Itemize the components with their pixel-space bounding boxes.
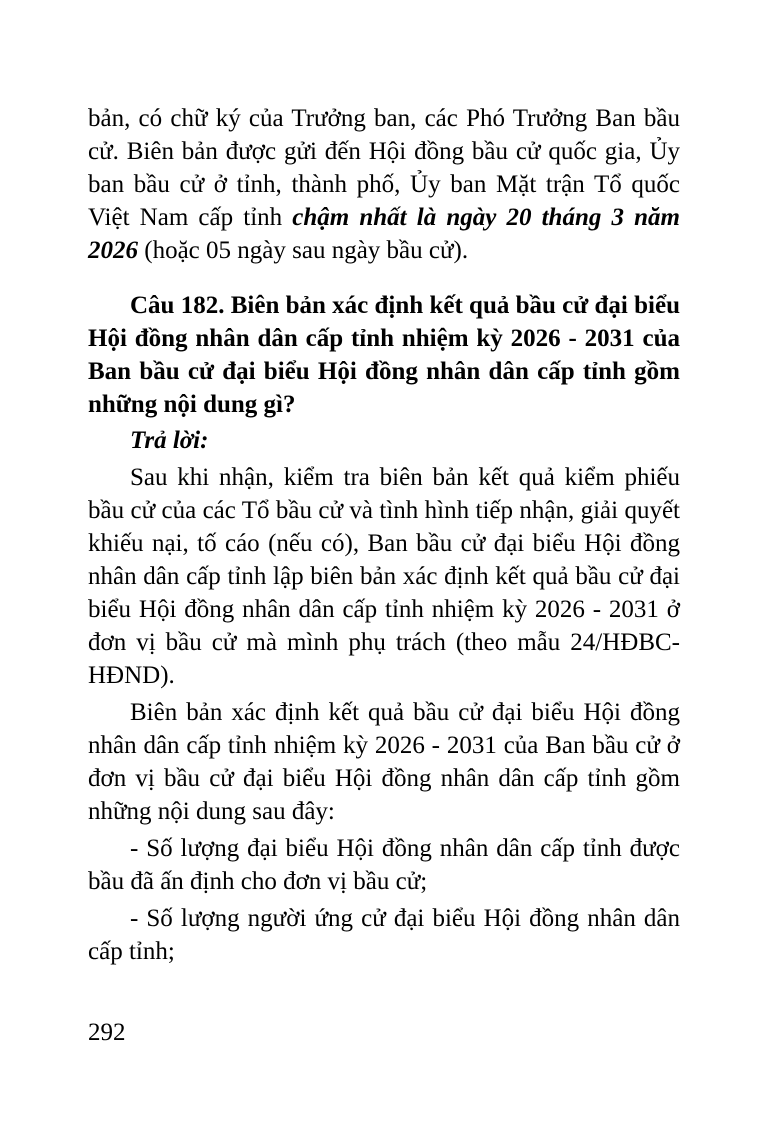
bullet-item-1: - Số lượng đại biểu Hội đồng nhân dân cấp tỉnh được bầu đã ấn định cho đơn vị bầu cử; xyxy=(88,835,680,895)
answer-paragraph-2: Biên bản xác định kết quả bầu cử đại biểu Hội đồng nhân dân cấp tỉnh nhiệm kỳ 2026 - 2031 của Ban bầu cử ở đơn vị bầu cử đại biểu Hội đồng nhân dân cấp tỉnh gồm những nội dung sau đây: xyxy=(88,699,680,825)
page-number: 292 xyxy=(88,1019,126,1046)
page-body xyxy=(88,102,680,968)
paragraph-text-tail: (hoặc 05 ngày sau ngày bầu cử). xyxy=(144,237,469,264)
answer-paragraph-1: Sau khi nhận, kiểm tra biên bản kết quả kiểm phiếu bầu cử của các Tổ bầu cử và tình hình tiếp nhận, giải quyết khiếu nại, tố cáo (nếu có), Ban bầu cử đại biểu Hội đồng nhân dân cấp tỉnh lập biên bản xác định kết quả bầu cử đại biểu Hội đồng nhân dân cấp tỉnh nhiệm kỳ 2026 - 2031 ở đơn vị bầu cử mà mình phụ trách (theo mẫu 24/HĐBC-HĐND). xyxy=(88,464,680,689)
deadline-emphasis: chậm nhất là ngày 20 tháng 3 năm 2026 xyxy=(88,204,680,264)
question-heading: Câu 182. Biên bản xác định kết quả bầu cử đại biểu Hội đồng nhân dân cấp tỉnh nhiệm kỳ 2026 - 2031 của Ban bầu cử đại biểu Hội đồng nhân dân cấp tỉnh gồm những nội dung gì? xyxy=(88,292,680,418)
answer-label: Trả lời: xyxy=(130,427,209,454)
bullet-item-2: - Số lượng người ứng cử đại biểu Hội đồng nhân dân cấp tỉnh; xyxy=(88,905,680,965)
paragraph-text: bản, có chữ ký của Trưởng ban, các Phó Trưởng Ban bầu cử. Biên bản được gửi đến Hội đồng bầu cử quốc gia, Ủy ban bầu cử ở tỉnh, thành phố, Ủy ban Mặt trận Tổ quốc Việt Nam cấp tỉnh xyxy=(88,105,680,231)
paragraph-continuation xyxy=(88,102,680,267)
